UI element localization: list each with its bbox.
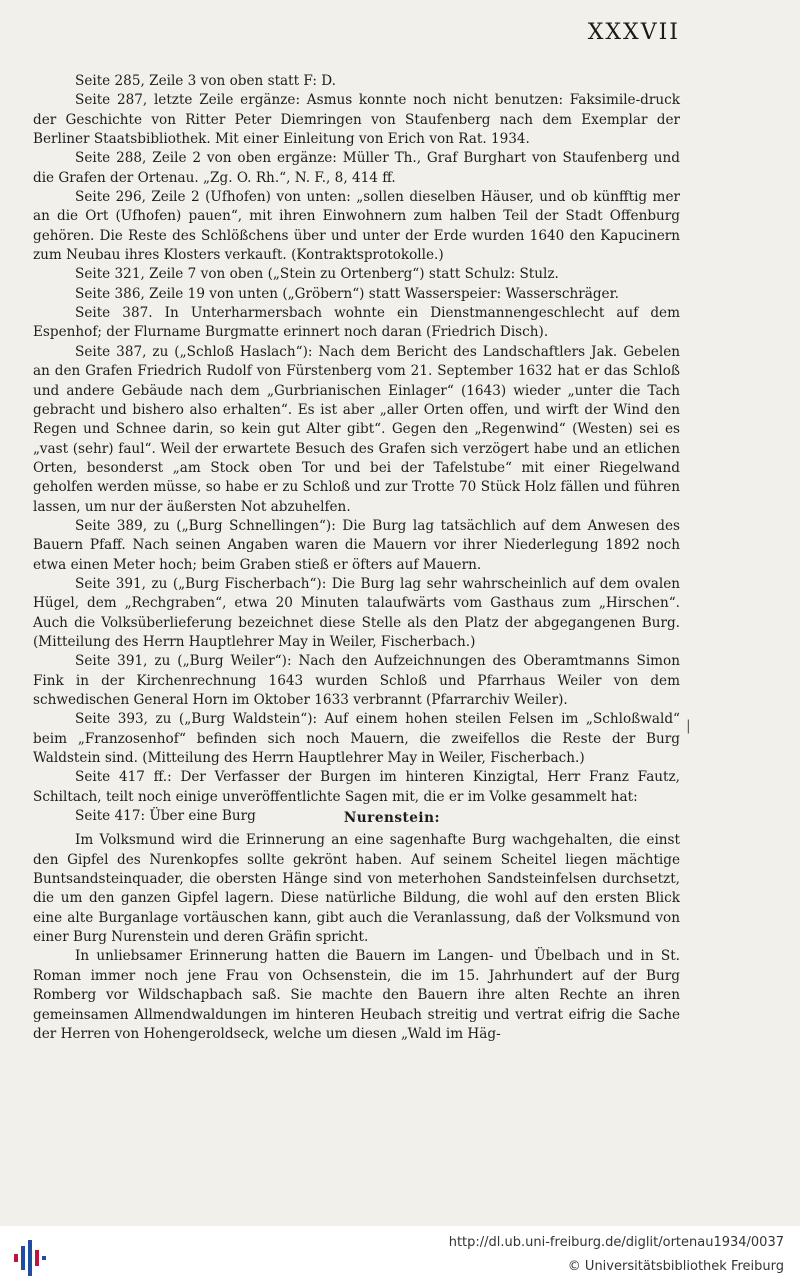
paragraph: Seite 285, Zeile 3 von oben statt F: D. xyxy=(75,73,336,89)
paragraph: In unliebsamer Erinnerung hatten die Bauern im Langen- und Übelbach und in St. Roman immer noch jene Frau von Ochsenstein, die im 15. Jahrhundert auf der Burg Romberg vor Wildschapbach saß. Sie machte den Bauern ihre alten Rechte an ihren gemeinsamen Allmendwaldungen im hinteren Heubach streitig und vertrat eifrig die Sache der Herren von Hohengeroldseck, welche um diesen „Wald im Häg- xyxy=(33,948,680,1042)
subsection-line xyxy=(33,807,680,831)
page-body xyxy=(33,72,680,1044)
paragraph: Seite 288, Zeile 2 von oben ergänze: Müller Th., Graf Burghart von Staufenberg und die Grafen der Ortenau. „Zg. O. Rh.“, N. F., 8, 414 ff. xyxy=(33,150,680,186)
paragraph: Seite 321, Zeile 7 von oben („Stein zu Ortenberg“) statt Schulz: Stulz. xyxy=(75,266,559,283)
paragraph: Seite 296, Zeile 2 (Ufhofen) von unten: „sollen dieselben Häuser, und ob künfftig mer an die Ort (Ufhofen) pauen“, mit ihren Einwohnern zum halben Teil der Stadt Offenburg gehören. Die Reste des Schlößchens über und unter der Erde wurden 1640 den Kapucinern zum Neubau ihres Klosters verkauft. (Kontraktsprotokolle.) xyxy=(33,189,680,264)
paragraph: Seite 391, zu („Burg Fischerbach“): Die Burg lag sehr wahrscheinlich auf dem ovalen Hügel, dem „Rechgraben“, etwa 20 Minuten talaufwärts vom Gasthaus zum „Hirschen“. Auch die Volksüberlieferung bezeichnet diese Stelle als den Platz der abgegangenen Burg. (Mitteilung des Herrn Hauptlehrer May in Weiler, Fischerbach.) xyxy=(33,575,680,650)
page-number: XXXVII xyxy=(587,20,680,45)
paragraph: Seite 417 ff.: Der Verfasser der Burgen im hinteren Kinzigtal, Herr Franz Fautz, Schiltach, teilt noch einige unveröffentlichte Sagen mit, die er im Volke gesammelt hat: xyxy=(33,769,680,805)
paragraph: Seite 386, Zeile 19 von unten („Gröbern“) statt Wasserspeier: Wasserschräger. xyxy=(75,285,619,302)
paragraph: Seite 393, zu („Burg Waldstein“): Auf einem hohen steilen Felsen im „Schloßwald“ beim „Franzosenhof“ befinden sich noch Mauern, die zweifellos die Reste der Burg Waldstein sind. (Mitteilung des Herrn Hauptlehrer May in Weiler, Fischerbach.) xyxy=(33,711,680,767)
subsection-title: Nurenstein: xyxy=(343,810,440,827)
subsection-lead: Seite 417: Über eine Burg xyxy=(75,808,256,825)
paragraph: Seite 389, zu („Burg Schnellingen“): Die Burg lag tatsächlich auf dem Anwesen des Bauern Pfaff. Nach seinen Angaben waren die Mauern vor ihrer Niederlegung 1892 noch etwa einen Meter hoch; beim Graben stieß er öfters auf Mauern. xyxy=(33,517,680,573)
footer-bar xyxy=(0,1226,800,1286)
copyright-text: © Universitätsbibliothek Freiburg xyxy=(567,1259,784,1274)
paragraph: Seite 287, letzte Zeile ergänze: Asmus konnte noch nicht benutzen: Faksimile-druck der Geschichte von Ritter Peter Diemringen von Staufenberg nach dem Exemplar der Berliner Staatsbibliothek. Mit einer Einleitung von Erich von Rat. 1934. xyxy=(33,92,680,148)
margin-mark: | xyxy=(686,718,691,734)
paragraph: Seite 391, zu („Burg Weiler“): Nach den Aufzeichnungen des Oberamtmanns Simon Fink in der Kirchenrechnung 1643 wurden Schloß und Pfarrhaus Weiler von dem schwedischen General Horn im Oktober 1633 verbrannt (Pfarrarchiv Weiler). xyxy=(33,653,680,708)
library-logo-icon xyxy=(12,1240,46,1276)
paragraph: Im Volksmund wird die Erinnerung an eine sagenhafte Burg wachgehalten, die einst den Gipfel des Nurenkopfes sollte gekrönt haben. Auf seinem Scheitel liegen mächtige Buntsandsteinquader, die obersten Hänge sind von meterhohen Sandsteinfelsen durchsetzt, die um den ganzen Gipfel lagern. Diese natürliche Bildung, die wohl auf den ersten Blick eine alte Burganlage vortäuschen kann, gibt auch die Veranlassung, daß der Volksmund von einer Burg Nurenstein und deren Gräfin spricht. xyxy=(33,832,680,946)
paragraph: Seite 387, zu („Schloß Haslach“): Nach dem Bericht des Landschaftlers Jak. Gebelen an den Grafen Friedrich Rudolf von Fürstenberg vom 21. September 1632 hat er das Schloß und andere Gebäude nach dem „Gurbrianischen Einlager“ (1643) wieder „unter die Tach gebracht und bishero also erhalten“. Es ist aber „aller Orten offen, und wirft der Wind den Regen und Schnee darin, so kein gut Alter gibt“. Gegen den „Regenwind“ (Westen) sei es „vast (sehr) faul“. Weil der erwartete Besuch des Grafen sich verzögert habe und an etlichen Orten, besonderst „am Stock oben Tor und bei der Tafelstube“ mit einer Riegelwand geholfen werden müsse, so habe er zu Schloß und zur Trotte 70 Stück Holz fällen und führen lassen, um nur der äußersten Not abzuhelfen. xyxy=(33,343,680,515)
source-link[interactable]: http://dl.ub.uni-freiburg.de/diglit/ortenau1934/0037 xyxy=(448,1235,784,1250)
paragraph: Seite 387. In Unterharmersbach wohnte ein Dienstmannengeschlecht auf dem Espenhof; der Flurname Burgmatte erinnert noch daran (Friedrich Disch). xyxy=(33,305,680,341)
